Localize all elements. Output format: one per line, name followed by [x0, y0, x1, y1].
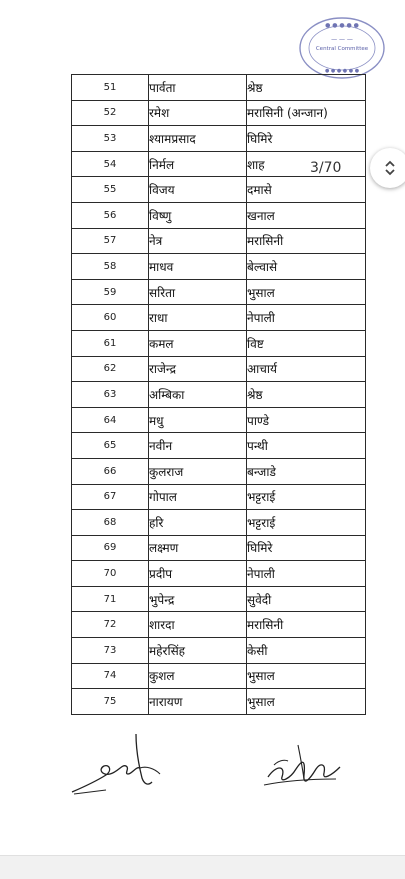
- first-name-cell: गोपाल: [149, 484, 247, 510]
- last-name-cell: केसी: [247, 638, 366, 664]
- first-name-cell: नारायण: [149, 689, 247, 715]
- row-number: 74: [72, 663, 149, 689]
- table-row: [72, 561, 366, 587]
- table-row: [72, 100, 366, 126]
- row-number: 65: [72, 433, 149, 459]
- first-name-cell: विजय: [149, 177, 247, 203]
- row-number: 59: [72, 279, 149, 305]
- organization-seal: [297, 14, 387, 82]
- last-name-cell: शाह: [247, 151, 366, 177]
- row-number: 66: [72, 458, 149, 484]
- row-number: 63: [72, 382, 149, 408]
- page-scroll-button[interactable]: [370, 148, 405, 188]
- first-name-cell: भुपेन्द्र: [149, 586, 247, 612]
- last-name-cell: भुसाल: [247, 279, 366, 305]
- first-name-cell: लक्ष्मण: [149, 535, 247, 561]
- last-name-cell: दमासे: [247, 177, 366, 203]
- last-name-cell: भुसाल: [247, 689, 366, 715]
- signature-right: [254, 735, 354, 805]
- first-name-cell: निर्मल: [149, 151, 247, 177]
- first-name-cell: हरि: [149, 510, 247, 536]
- signature-left: [66, 728, 170, 800]
- row-number: 70: [72, 561, 149, 587]
- table-row: [72, 228, 366, 254]
- row-number: 52: [72, 100, 149, 126]
- last-name-cell: आचार्य: [247, 356, 366, 382]
- svg-text:● ● ● ● ●: ● ● ● ● ●: [325, 22, 359, 29]
- row-number: 72: [72, 612, 149, 638]
- last-name-cell: श्रेष्ठ: [247, 75, 366, 101]
- first-name-cell: शारदा: [149, 612, 247, 638]
- row-number: 54: [72, 151, 149, 177]
- table-row: [72, 510, 366, 536]
- table-row: [72, 407, 366, 433]
- last-name-cell: पन्थी: [247, 433, 366, 459]
- table-row: [72, 689, 366, 715]
- table-row: [72, 75, 366, 101]
- first-name-cell: प्रदीप: [149, 561, 247, 587]
- last-name-cell: बेल्वासे: [247, 254, 366, 280]
- row-number: 75: [72, 689, 149, 715]
- first-name-cell: नवीन: [149, 433, 247, 459]
- first-name-cell: मधु: [149, 407, 247, 433]
- last-name-cell: बन्जाडे: [247, 458, 366, 484]
- row-number: 57: [72, 228, 149, 254]
- table-row: [72, 484, 366, 510]
- last-name-cell: भट्टराई: [247, 510, 366, 536]
- table-row: [72, 382, 366, 408]
- first-name-cell: पार्वता: [149, 75, 247, 101]
- chevron-up-down-icon: [383, 158, 397, 178]
- last-name-cell: सुवेदी: [247, 586, 366, 612]
- last-name-cell: मरासिनी (अन्जान): [247, 100, 366, 126]
- last-name-cell: श्रेष्ठ: [247, 382, 366, 408]
- table-row: [72, 638, 366, 664]
- row-number: 62: [72, 356, 149, 382]
- first-name-cell: माधव: [149, 254, 247, 280]
- last-name-cell: घिमिरे: [247, 126, 366, 152]
- last-name-cell: नेपाली: [247, 305, 366, 331]
- last-name-cell: भट्टराई: [247, 484, 366, 510]
- row-number: 51: [72, 75, 149, 101]
- table-row: [72, 535, 366, 561]
- last-name-cell: मरासिनी: [247, 612, 366, 638]
- table-row: [72, 586, 366, 612]
- table-row: [72, 458, 366, 484]
- last-name-cell: पाण्डे: [247, 407, 366, 433]
- first-name-cell: महेरसिंह: [149, 638, 247, 664]
- row-number: 55: [72, 177, 149, 203]
- table-row: [72, 663, 366, 689]
- table-row: [72, 356, 366, 382]
- row-number: 53: [72, 126, 149, 152]
- row-number: 60: [72, 305, 149, 331]
- table-row: [72, 202, 366, 228]
- table-row: [72, 612, 366, 638]
- row-number: 69: [72, 535, 149, 561]
- first-name-cell: रमेश: [149, 100, 247, 126]
- first-name-cell: सरिता: [149, 279, 247, 305]
- last-name-cell: नेपाली: [247, 561, 366, 587]
- first-name-cell: कुलराज: [149, 458, 247, 484]
- last-name-cell: घिमिरे: [247, 535, 366, 561]
- first-name-cell: नेत्र: [149, 228, 247, 254]
- svg-text:Central Committee: Central Committee: [315, 46, 369, 52]
- last-name-cell: खनाल: [247, 202, 366, 228]
- table-row: [72, 254, 366, 280]
- first-name-cell: श्यामप्रसाद: [149, 126, 247, 152]
- first-name-cell: अम्बिका: [149, 382, 247, 408]
- row-number: 64: [72, 407, 149, 433]
- seal-graphic: [297, 14, 387, 82]
- last-name-cell: विष्ट: [247, 330, 366, 356]
- row-number: 61: [72, 330, 149, 356]
- page-indicator: [288, 148, 405, 188]
- row-number: 68: [72, 510, 149, 536]
- first-name-cell: कुशल: [149, 663, 247, 689]
- first-name-cell: राजेन्द्र: [149, 356, 247, 382]
- row-number: 73: [72, 638, 149, 664]
- table-row: [72, 330, 366, 356]
- first-name-cell: विष्णु: [149, 202, 247, 228]
- row-number: 67: [72, 484, 149, 510]
- page-number-label: 3/70: [306, 160, 345, 176]
- bottom-bar: [0, 855, 405, 879]
- first-name-cell: राधा: [149, 305, 247, 331]
- first-name-cell: कमल: [149, 330, 247, 356]
- row-number: 56: [72, 202, 149, 228]
- last-name-cell: भुसाल: [247, 663, 366, 689]
- table-row: [72, 433, 366, 459]
- last-name-cell: मरासिनी: [247, 228, 366, 254]
- row-number: 71: [72, 586, 149, 612]
- svg-text:— — —: — — —: [331, 36, 353, 43]
- table-row: [72, 305, 366, 331]
- row-number: 58: [72, 254, 149, 280]
- table-row: [72, 279, 366, 305]
- svg-text:● ● ● ● ● ●: ● ● ● ● ● ●: [324, 68, 360, 74]
